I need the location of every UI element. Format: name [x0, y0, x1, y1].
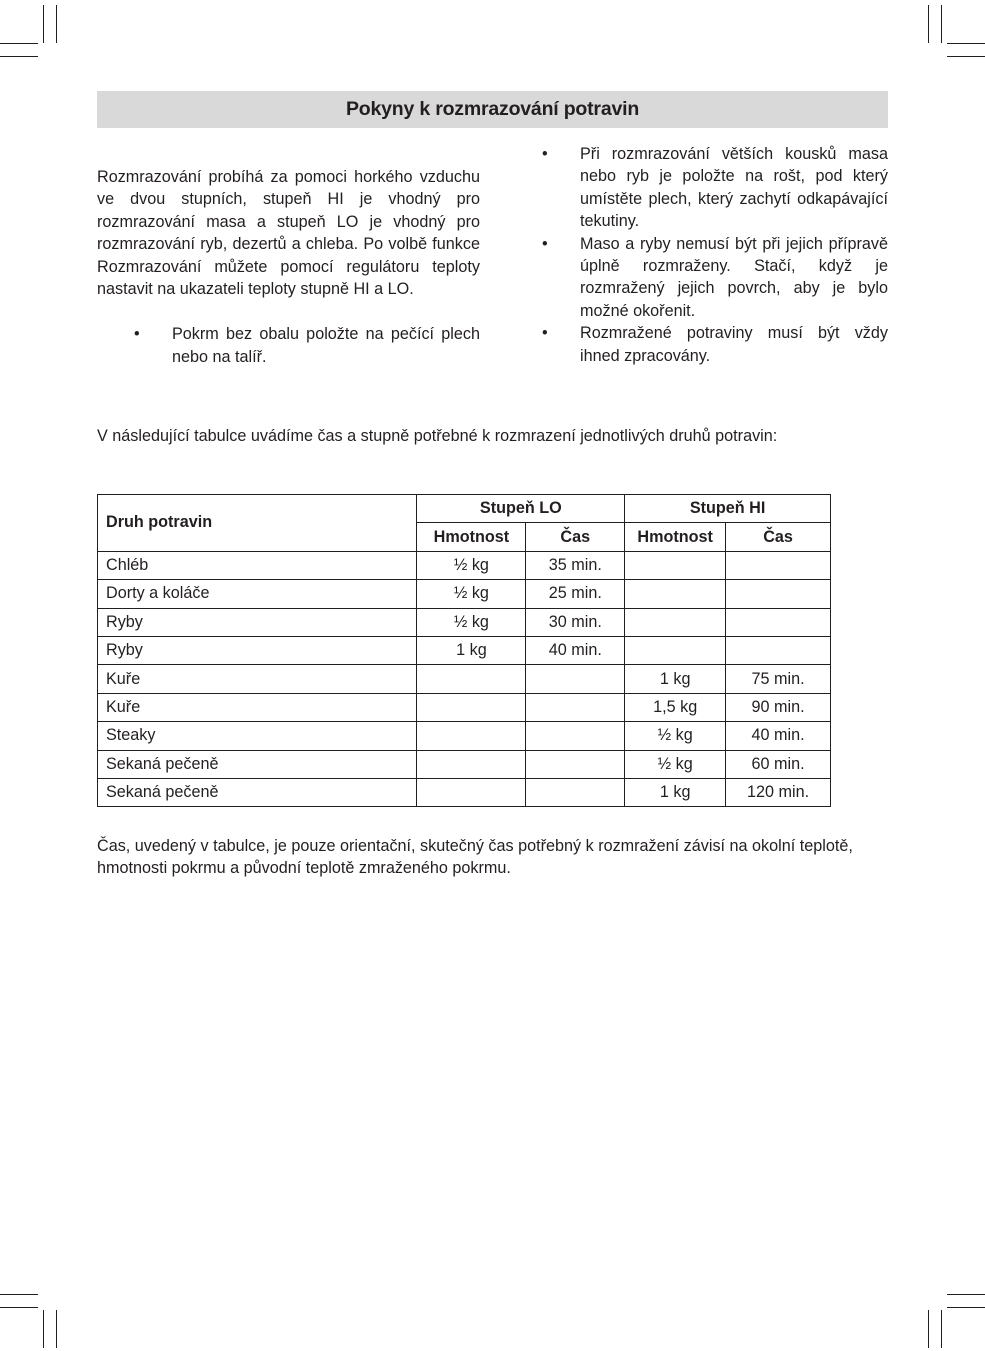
lo-weight-cell — [417, 722, 526, 750]
crop-mark-top-right-v — [941, 5, 942, 43]
hi-time-header: Čas — [726, 523, 831, 551]
bullet-text: Rozmražené potraviny musí být vždy ihned zpracovány. — [580, 324, 888, 365]
bullet-icon: • — [542, 324, 548, 343]
hi-time-cell: 60 min. — [726, 750, 831, 778]
food-cell: Sekaná pečeně — [98, 778, 417, 806]
food-cell: Sekaná pečeně — [98, 750, 417, 778]
hi-weight-cell — [625, 608, 726, 636]
hi-weight-cell: ½ kg — [625, 722, 726, 750]
bullet-text: Maso a ryby nemusí být při jejich přípravě úplně rozmraženy. Stačí, když je rozmražený jejich povrch, aby je bylo možné okořenit. — [580, 234, 888, 320]
lo-weight-cell — [417, 778, 526, 806]
lo-weight-cell — [417, 665, 526, 693]
food-cell: Chléb — [98, 551, 417, 579]
title-bar — [97, 91, 888, 128]
lo-time-cell — [526, 665, 625, 693]
bullet-icon: • — [542, 234, 548, 253]
crop-mark-top-left-h — [0, 43, 38, 44]
crop-mark-top-right-h2 — [947, 56, 985, 57]
crop-mark-bottom-right-v2 — [928, 1310, 929, 1348]
food-cell: Steaky — [98, 722, 417, 750]
food-cell: Dorty a koláče — [98, 580, 417, 608]
hi-time-cell: 120 min. — [726, 778, 831, 806]
hi-weight-header: Hmotnost — [625, 523, 726, 551]
lo-time-cell: 40 min. — [526, 636, 625, 664]
crop-mark-bottom-left-h2 — [0, 1307, 38, 1308]
hi-time-cell — [726, 608, 831, 636]
food-cell: Kuře — [98, 665, 417, 693]
table-row — [98, 722, 831, 750]
hi-weight-cell: 1 kg — [625, 665, 726, 693]
lo-weight-cell — [417, 693, 526, 721]
food-column-header: Druh potravin — [98, 495, 417, 552]
hi-time-cell — [726, 580, 831, 608]
right-bullet-list — [537, 143, 888, 367]
bullet-icon: • — [134, 325, 140, 344]
bullet-text: Při rozmrazování větších kousků masa nebo ryb je položte na rošt, pod který umístěte plech, který zachytí odkapávající tekutiny. — [580, 145, 888, 231]
hi-level-header: Stupeň HI — [625, 495, 831, 523]
left-column — [97, 166, 480, 368]
hi-weight-cell: ½ kg — [625, 750, 726, 778]
lo-time-cell — [526, 722, 625, 750]
hi-weight-cell — [625, 580, 726, 608]
lo-time-cell: 25 min. — [526, 580, 625, 608]
lo-weight-cell — [417, 750, 526, 778]
crop-mark-bottom-left-h — [0, 1294, 38, 1295]
food-cell: Kuře — [98, 693, 417, 721]
lo-weight-cell: 1 kg — [417, 636, 526, 664]
table-row — [98, 778, 831, 806]
lo-weight-cell: ½ kg — [417, 580, 526, 608]
list-item — [97, 323, 480, 368]
hi-weight-cell — [625, 551, 726, 579]
lo-weight-cell: ½ kg — [417, 608, 526, 636]
lo-level-header: Stupeň LO — [417, 495, 625, 523]
list-item — [537, 322, 888, 367]
thawing-table — [97, 494, 831, 807]
crop-mark-top-right-h — [947, 43, 985, 44]
table-row — [98, 551, 831, 579]
hi-time-cell — [726, 551, 831, 579]
list-item — [537, 143, 888, 233]
table-row — [98, 693, 831, 721]
crop-mark-bottom-right-h2 — [947, 1307, 985, 1308]
lo-weight-header: Hmotnost — [417, 523, 526, 551]
table-note: Čas, uvedený v tabulce, je pouze orientační, skutečný čas potřebný k rozmražení závisí na okolní teplotě, hmotnosti pokrmu a původní teplotě zmraženého pokrmu. — [97, 837, 853, 878]
food-cell: Ryby — [98, 608, 417, 636]
lo-weight-cell: ½ kg — [417, 551, 526, 579]
hi-time-cell: 90 min. — [726, 693, 831, 721]
crop-mark-bottom-right-h — [947, 1294, 985, 1295]
table-intro: V následující tabulce uvádíme čas a stupně potřebné k rozmrazení jednotlivých druhů potravin: — [97, 427, 778, 445]
list-item — [537, 233, 888, 323]
table-row — [98, 608, 831, 636]
hi-weight-cell: 1 kg — [625, 778, 726, 806]
page-title: Pokyny k rozmrazování potravin — [345, 98, 640, 120]
crop-mark-bottom-left-v2 — [56, 1310, 57, 1348]
food-cell: Ryby — [98, 636, 417, 664]
hi-weight-cell — [625, 636, 726, 664]
table-row — [98, 750, 831, 778]
hi-time-cell: 40 min. — [726, 722, 831, 750]
table-row — [98, 665, 831, 693]
table-row — [98, 580, 831, 608]
lo-time-cell — [526, 778, 625, 806]
lo-time-cell — [526, 693, 625, 721]
intro-paragraph: Rozmrazování probíhá za pomoci horkého vzduchu ve dvou stupních, stupeň HI je vhodný pro rozmrazování masa a stupeň LO je vhodný pro rozmrazování ryb, dezertů a chleba. Po volbě funkce Rozmrazování můžete pomocí regulátoru teploty nastavit na ukazateli teploty stupně HI a LO. — [97, 168, 480, 299]
bullet-text: Pokrm bez obalu položte na pečící plech nebo na talíř. — [172, 325, 480, 366]
crop-mark-top-left-h2 — [0, 56, 38, 57]
crop-mark-top-right-v2 — [928, 5, 929, 43]
table-header-row — [98, 495, 831, 523]
lo-time-header: Čas — [526, 523, 625, 551]
left-bullet-list — [97, 323, 480, 368]
bullet-icon: • — [542, 145, 548, 163]
lo-time-cell: 30 min. — [526, 608, 625, 636]
hi-time-cell: 75 min. — [726, 665, 831, 693]
hi-weight-cell: 1,5 kg — [625, 693, 726, 721]
crop-mark-bottom-right-v — [941, 1310, 942, 1348]
crop-mark-top-left-v2 — [56, 5, 57, 43]
table-row — [98, 636, 831, 664]
crop-mark-bottom-left-v — [43, 1310, 44, 1348]
lo-time-cell — [526, 750, 625, 778]
lo-time-cell: 35 min. — [526, 551, 625, 579]
hi-time-cell — [726, 636, 831, 664]
right-column — [537, 143, 888, 367]
crop-mark-top-left-v — [43, 5, 44, 43]
